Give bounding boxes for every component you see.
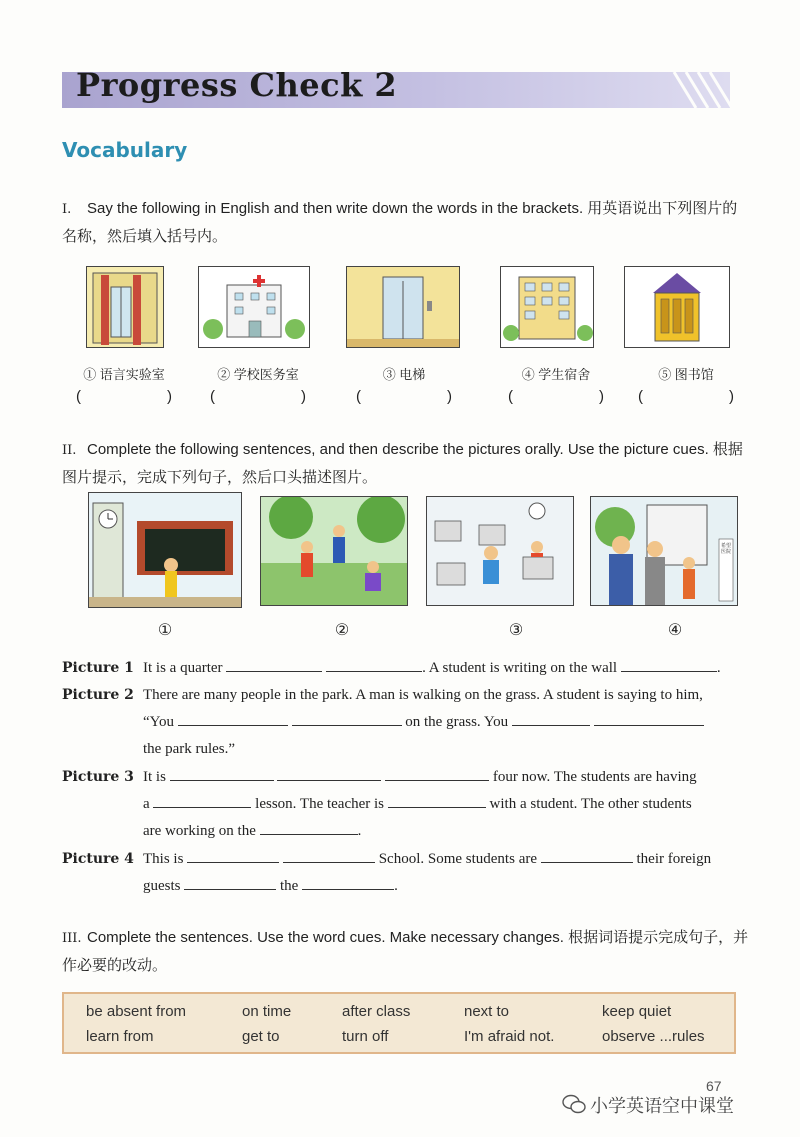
exercise-text: There are many people in the park. A man is walking on the grass. A student is saying to him,	[143, 687, 703, 703]
answer-blank[interactable]	[283, 848, 375, 863]
bracket-open: (	[210, 388, 215, 405]
vocabulary-heading: Vocabulary	[62, 138, 188, 162]
scene-label-1: ①	[157, 620, 173, 639]
answer-bracket-2[interactable]	[210, 388, 306, 405]
picture-elevator	[346, 266, 460, 348]
answer-blank[interactable]	[512, 711, 590, 726]
exercise-text: .	[357, 823, 362, 839]
picture-library	[624, 266, 730, 348]
caption-2: ② 学校医务室	[217, 367, 299, 382]
answer-blank[interactable]	[184, 875, 276, 890]
bracket-close: )	[447, 388, 452, 405]
answer-blank[interactable]	[621, 657, 717, 672]
answer-blank[interactable]	[277, 766, 381, 781]
word-cue: next to	[464, 1003, 510, 1020]
question-2	[62, 436, 752, 491]
answer-blank[interactable]	[226, 657, 322, 672]
answer-bracket-1[interactable]	[76, 388, 172, 405]
scene-picture-4	[590, 496, 738, 606]
word-cue: keep quiet	[602, 1003, 672, 1020]
answer-blank[interactable]	[292, 711, 402, 726]
answer-blank[interactable]	[302, 875, 394, 890]
exercise-text: It is	[143, 769, 166, 785]
caption-1: ① 语言实验室	[83, 367, 165, 382]
page-number: 67	[706, 1078, 722, 1094]
exercise-text: their foreign	[636, 851, 712, 867]
exercise-label: Picture 3	[62, 769, 134, 785]
answer-blank[interactable]	[178, 711, 288, 726]
exercise-text: the park rules.”	[143, 741, 236, 757]
exercise-text: This is	[143, 851, 184, 867]
exercise-label: Picture 1	[62, 660, 134, 676]
scene-picture-3	[426, 496, 574, 606]
word-cue: I'm afraid not.	[464, 1028, 555, 1045]
word-cue: on time	[242, 1003, 292, 1020]
bracket-close: )	[599, 388, 604, 405]
scene-picture-1	[88, 492, 242, 608]
bracket-open: (	[356, 388, 361, 405]
exercise-picture-1	[62, 655, 742, 682]
exercise-text: a	[143, 796, 150, 812]
question-1	[62, 195, 752, 250]
caption-3: ③ 电梯	[382, 367, 426, 382]
caption-5: ⑤ 图书馆	[658, 367, 714, 382]
school-sign-text: 希望医院	[720, 543, 731, 555]
exercise-text: lesson. The teacher is	[255, 796, 385, 812]
exercise-text: guests	[143, 878, 181, 894]
exercise-text: on the grass. You	[405, 714, 509, 730]
bracket-close: )	[301, 388, 306, 405]
question-1-text: Say the following in English and then write down the words in the brackets. 用英语说出下列图片的名称，然后填入括号内。	[62, 200, 738, 245]
scene-label-4: ④	[667, 620, 683, 639]
scene-picture-2	[260, 496, 408, 606]
exercise-text: four now. The students are having	[492, 769, 697, 785]
scene-label-2: ②	[334, 620, 350, 639]
picture-dormitory	[500, 266, 594, 348]
title-banner	[62, 66, 730, 108]
question-3-text: Complete the sentences. Use the word cues. Make necessary changes. 根据词语提示完成句子，并作必要的改动。	[62, 929, 749, 974]
question-3	[62, 924, 752, 979]
answer-blank[interactable]	[187, 848, 279, 863]
bracket-open: (	[638, 388, 643, 405]
answer-bracket-4[interactable]	[508, 388, 604, 405]
answer-blank[interactable]	[170, 766, 274, 781]
answer-blank[interactable]	[385, 766, 489, 781]
bracket-close: )	[167, 388, 172, 405]
question-2-text: Complete the following sentences, and then describe the pictures orally. Use the picture cues. 根据图片提示，完成下列句子，然后口头描述图片。	[62, 441, 743, 486]
exercise-text: It is a quarter	[143, 660, 223, 676]
answer-blank[interactable]	[388, 793, 486, 808]
exercise-picture-3	[62, 764, 742, 845]
watermark-text: 小学英语空中课堂	[590, 1096, 734, 1116]
answer-blank[interactable]	[541, 848, 633, 863]
answer-blank[interactable]	[153, 793, 251, 808]
banner-stripes	[666, 72, 730, 108]
exercise-text: .	[394, 878, 398, 894]
exercise-text: “You	[143, 714, 174, 730]
picture-school-clinic	[198, 266, 310, 348]
word-cue: observe ...rules	[602, 1028, 705, 1045]
exercise-picture-4	[62, 846, 742, 900]
word-cue: be absent from	[86, 1003, 187, 1020]
question-1-number: I.	[62, 202, 72, 217]
answer-bracket-3[interactable]	[356, 388, 452, 405]
page-title: Progress Check 2	[76, 66, 398, 104]
answer-bracket-5[interactable]	[638, 388, 734, 405]
word-cue: turn off	[342, 1028, 389, 1045]
wechat-icon	[562, 1094, 586, 1114]
answer-blank[interactable]	[594, 711, 704, 726]
word-cue: learn from	[86, 1028, 154, 1045]
exercise-text: .	[716, 660, 721, 676]
exercise-picture-2	[62, 682, 742, 763]
caption-4: ④ 学生宿舍	[521, 367, 591, 382]
picture-language-lab	[86, 266, 164, 348]
scene-label-3: ③	[508, 620, 524, 639]
exercise-label: Picture 4	[62, 851, 134, 867]
bracket-open: (	[508, 388, 513, 405]
exercise-text: the	[280, 878, 299, 894]
answer-blank[interactable]	[260, 820, 358, 835]
question-2-number: II.	[62, 443, 77, 458]
word-cue-box	[62, 992, 736, 1054]
exercise-label: Picture 2	[62, 687, 134, 703]
word-cue: after class	[342, 1003, 411, 1020]
exercise-text: School. Some students are	[378, 851, 538, 867]
bracket-close: )	[729, 388, 734, 405]
word-cue: get to	[242, 1028, 280, 1045]
question-3-number: III.	[62, 931, 82, 946]
exercise-text: . A student is writing on the wall	[422, 660, 618, 676]
exercise-text: are working on the	[143, 823, 256, 839]
answer-blank[interactable]	[326, 657, 422, 672]
exercise-text: with a student. The other students	[489, 796, 692, 812]
bracket-open: (	[76, 388, 81, 405]
